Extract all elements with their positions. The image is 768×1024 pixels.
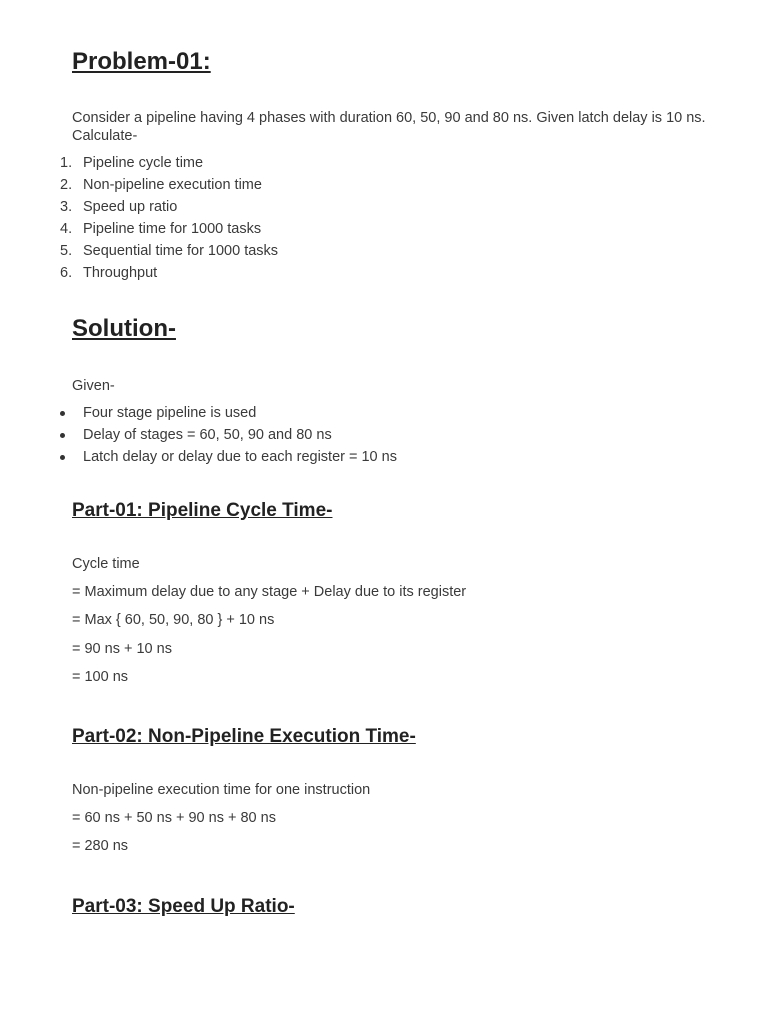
bullet-icon xyxy=(60,433,65,438)
given-label: Given- xyxy=(72,378,115,394)
part1-line: = 100 ns xyxy=(72,669,129,685)
part1-line: = Maximum delay due to any stage + Delay due to its register xyxy=(72,584,467,600)
part2-title: Part-02: Non-Pipeline Execution Time- xyxy=(72,726,416,747)
list-item-text: Delay of stages = 60, 50, 90 and 80 ns xyxy=(83,427,332,443)
list-number: 2. xyxy=(60,177,73,193)
list-item-text: Four stage pipeline is used xyxy=(83,405,257,421)
list-item-text: Pipeline cycle time xyxy=(83,155,204,171)
part1-line: = Max { 60, 50, 90, 80 } + 10 ns xyxy=(72,612,275,628)
part3-title: Part-03: Speed Up Ratio- xyxy=(72,896,295,917)
solution-title: Solution- xyxy=(72,315,176,342)
problem-statement: Consider a pipeline having 4 phases with duration 60, 50, 90 and 80 ns. Given latch delay is 10 ns. Calculate- xyxy=(72,110,706,144)
bullet-icon xyxy=(60,411,65,416)
list-item-text: Latch delay or delay due to each register = 10 ns xyxy=(83,449,397,465)
list-item-text: Speed up ratio xyxy=(83,199,178,215)
problem-title: Problem-01: xyxy=(72,48,211,75)
part1-title: Part-01: Pipeline Cycle Time- xyxy=(72,500,333,521)
list-number: 4. xyxy=(60,221,73,237)
list-item-text: Throughput xyxy=(83,265,158,281)
list-item-text: Pipeline time for 1000 tasks xyxy=(83,221,262,237)
list-number: 3. xyxy=(60,199,73,215)
bullet-icon xyxy=(60,455,65,460)
list-number: 6. xyxy=(60,265,73,281)
list-item-text: Sequential time for 1000 tasks xyxy=(83,243,279,259)
part1-line: = 90 ns + 10 ns xyxy=(72,641,172,657)
list-item-text: Non-pipeline execution time xyxy=(83,177,262,193)
part2-line: = 280 ns xyxy=(72,838,129,854)
part2-line: Non-pipeline execution time for one instruction xyxy=(72,782,371,798)
list-number: 1. xyxy=(60,155,73,171)
part1-line: Cycle time xyxy=(72,556,140,572)
part2-line: = 60 ns + 50 ns + 90 ns + 80 ns xyxy=(72,810,276,826)
list-number: 5. xyxy=(60,243,73,259)
